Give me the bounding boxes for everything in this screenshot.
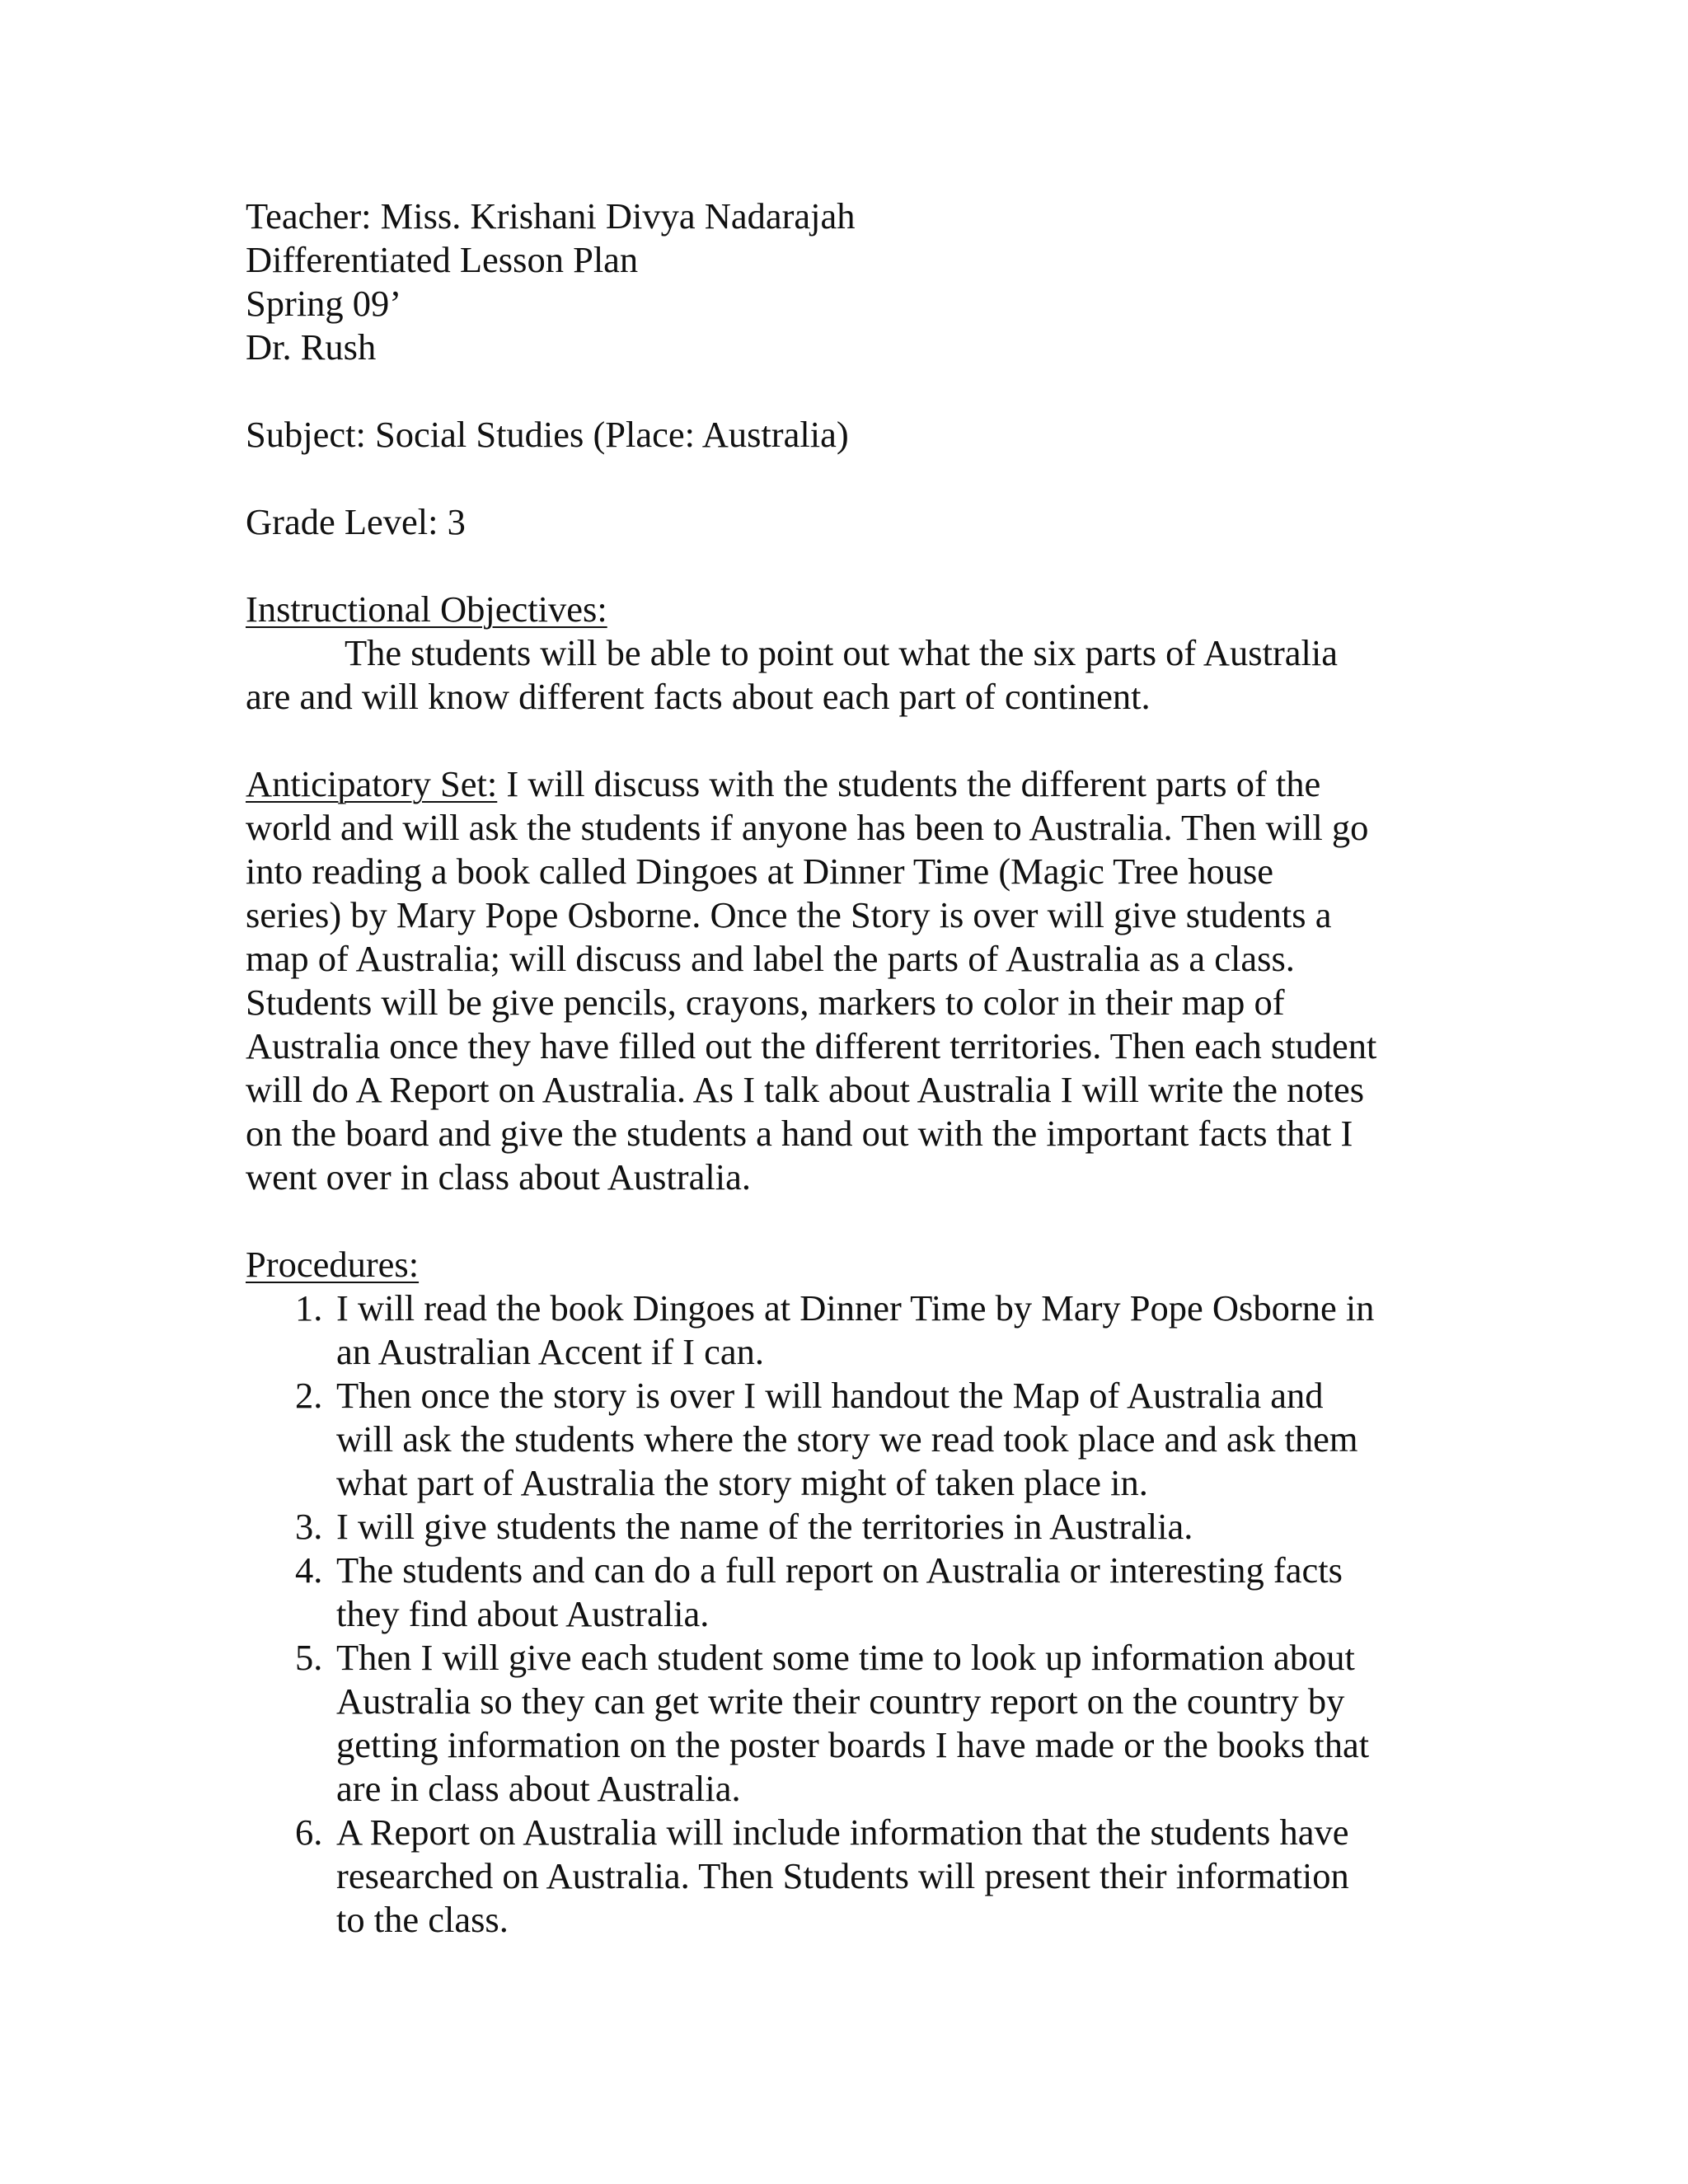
anticipatory-set-line: Australia once they have filled out the different territories. Then each student <box>246 1025 1377 1066</box>
anticipatory-set-line: Students will be give pencils, crayons, markers to color in their map of <box>246 982 1285 1023</box>
objectives-line: are and will know different facts about each part of continent. <box>246 676 1151 717</box>
procedure-line: The students and can do a full report on Australia or interesting facts <box>336 1549 1343 1591</box>
objectives-line: The students will be able to point out what the six parts of Australia <box>345 632 1338 673</box>
spacer <box>246 1199 1432 1243</box>
procedure-line: Australia so they can get write their country report on the country by <box>336 1680 1345 1722</box>
spacer <box>246 369 1432 413</box>
anticipatory-set-line: map of Australia; will discuss and label the parts of Australia as a class. <box>246 938 1295 979</box>
objectives-heading: Instructional Objectives: <box>246 588 607 630</box>
procedure-line: Then once the story is over I will handout the Map of Australia and <box>336 1375 1324 1416</box>
procedure-item <box>246 1286 1432 1374</box>
procedure-line: A Report on Australia will include information that the students have <box>336 1811 1349 1853</box>
spacer <box>246 544 1432 588</box>
procedure-line: an Australian Accent if I can. <box>336 1331 764 1372</box>
procedure-line: researched on Australia. Then Students will present their information <box>336 1855 1349 1896</box>
anticipatory-set-line: into reading a book called Dingoes at Dinner Time (Magic Tree house <box>246 851 1274 892</box>
anticipatory-set-line: will do A Report on Australia. As I talk about Australia I will write the notes <box>246 1069 1365 1110</box>
procedure-line: I will give students the name of the territories in Australia. <box>336 1506 1193 1547</box>
procedure-item <box>246 1811 1432 1942</box>
procedure-line: Then I will give each student some time to look up information about <box>336 1637 1355 1678</box>
document-page <box>246 194 1432 1942</box>
plan-type-line: Differentiated Lesson Plan <box>246 239 639 280</box>
procedure-number: 5. <box>295 1637 323 1678</box>
spacer <box>246 719 1432 762</box>
procedure-number: 1. <box>295 1287 323 1329</box>
anticipatory-set-paragraph <box>246 762 1432 1199</box>
anticipatory-set-line: series) by Mary Pope Osborne. Once the Story is over will give students a <box>246 894 1332 935</box>
procedure-line: are in class about Australia. <box>336 1768 741 1809</box>
anticipatory-set-line: on the board and give the students a hand out with the important facts that I <box>246 1113 1353 1154</box>
procedure-line: to the class. <box>336 1899 509 1940</box>
subject-line: Subject: Social Studies (Place: Australia) <box>246 414 849 455</box>
anticipatory-set-heading: Anticipatory Set: <box>246 763 498 804</box>
spacer <box>246 457 1432 500</box>
procedure-item <box>246 1505 1432 1549</box>
procedure-line: will ask the students where the story we read took place and ask them <box>336 1418 1358 1460</box>
procedure-line: what part of Australia the story might of taken place in. <box>336 1462 1148 1503</box>
term-line: Spring 09’ <box>246 283 402 324</box>
procedure-number: 3. <box>295 1506 323 1547</box>
procedure-item <box>246 1374 1432 1505</box>
objectives-paragraph <box>246 631 1432 719</box>
anticipatory-set-line: world and will ask the students if anyone has been to Australia. Then will go <box>246 807 1369 848</box>
procedure-item <box>246 1549 1432 1636</box>
procedure-number: 6. <box>295 1811 323 1853</box>
instructor-line: Dr. Rush <box>246 326 377 368</box>
procedure-item <box>246 1636 1432 1811</box>
anticipatory-set-line: went over in class about Australia. <box>246 1156 751 1197</box>
procedure-line: getting information on the poster boards I have made or the books that <box>336 1724 1370 1765</box>
anticipatory-set-line: I will discuss with the students the different parts of the <box>497 763 1321 804</box>
procedures-heading: Procedures: <box>246 1244 420 1285</box>
procedures-list <box>246 1286 1432 1942</box>
procedure-number: 2. <box>295 1375 323 1416</box>
teacher-line: Teacher: Miss. Krishani Divya Nadarajah <box>246 195 856 237</box>
grade-level-line: Grade Level: 3 <box>246 501 466 542</box>
procedure-number: 4. <box>295 1549 323 1591</box>
procedure-line: they find about Australia. <box>336 1593 710 1634</box>
procedure-line: I will read the book Dingoes at Dinner Time by Mary Pope Osborne in <box>336 1287 1375 1329</box>
